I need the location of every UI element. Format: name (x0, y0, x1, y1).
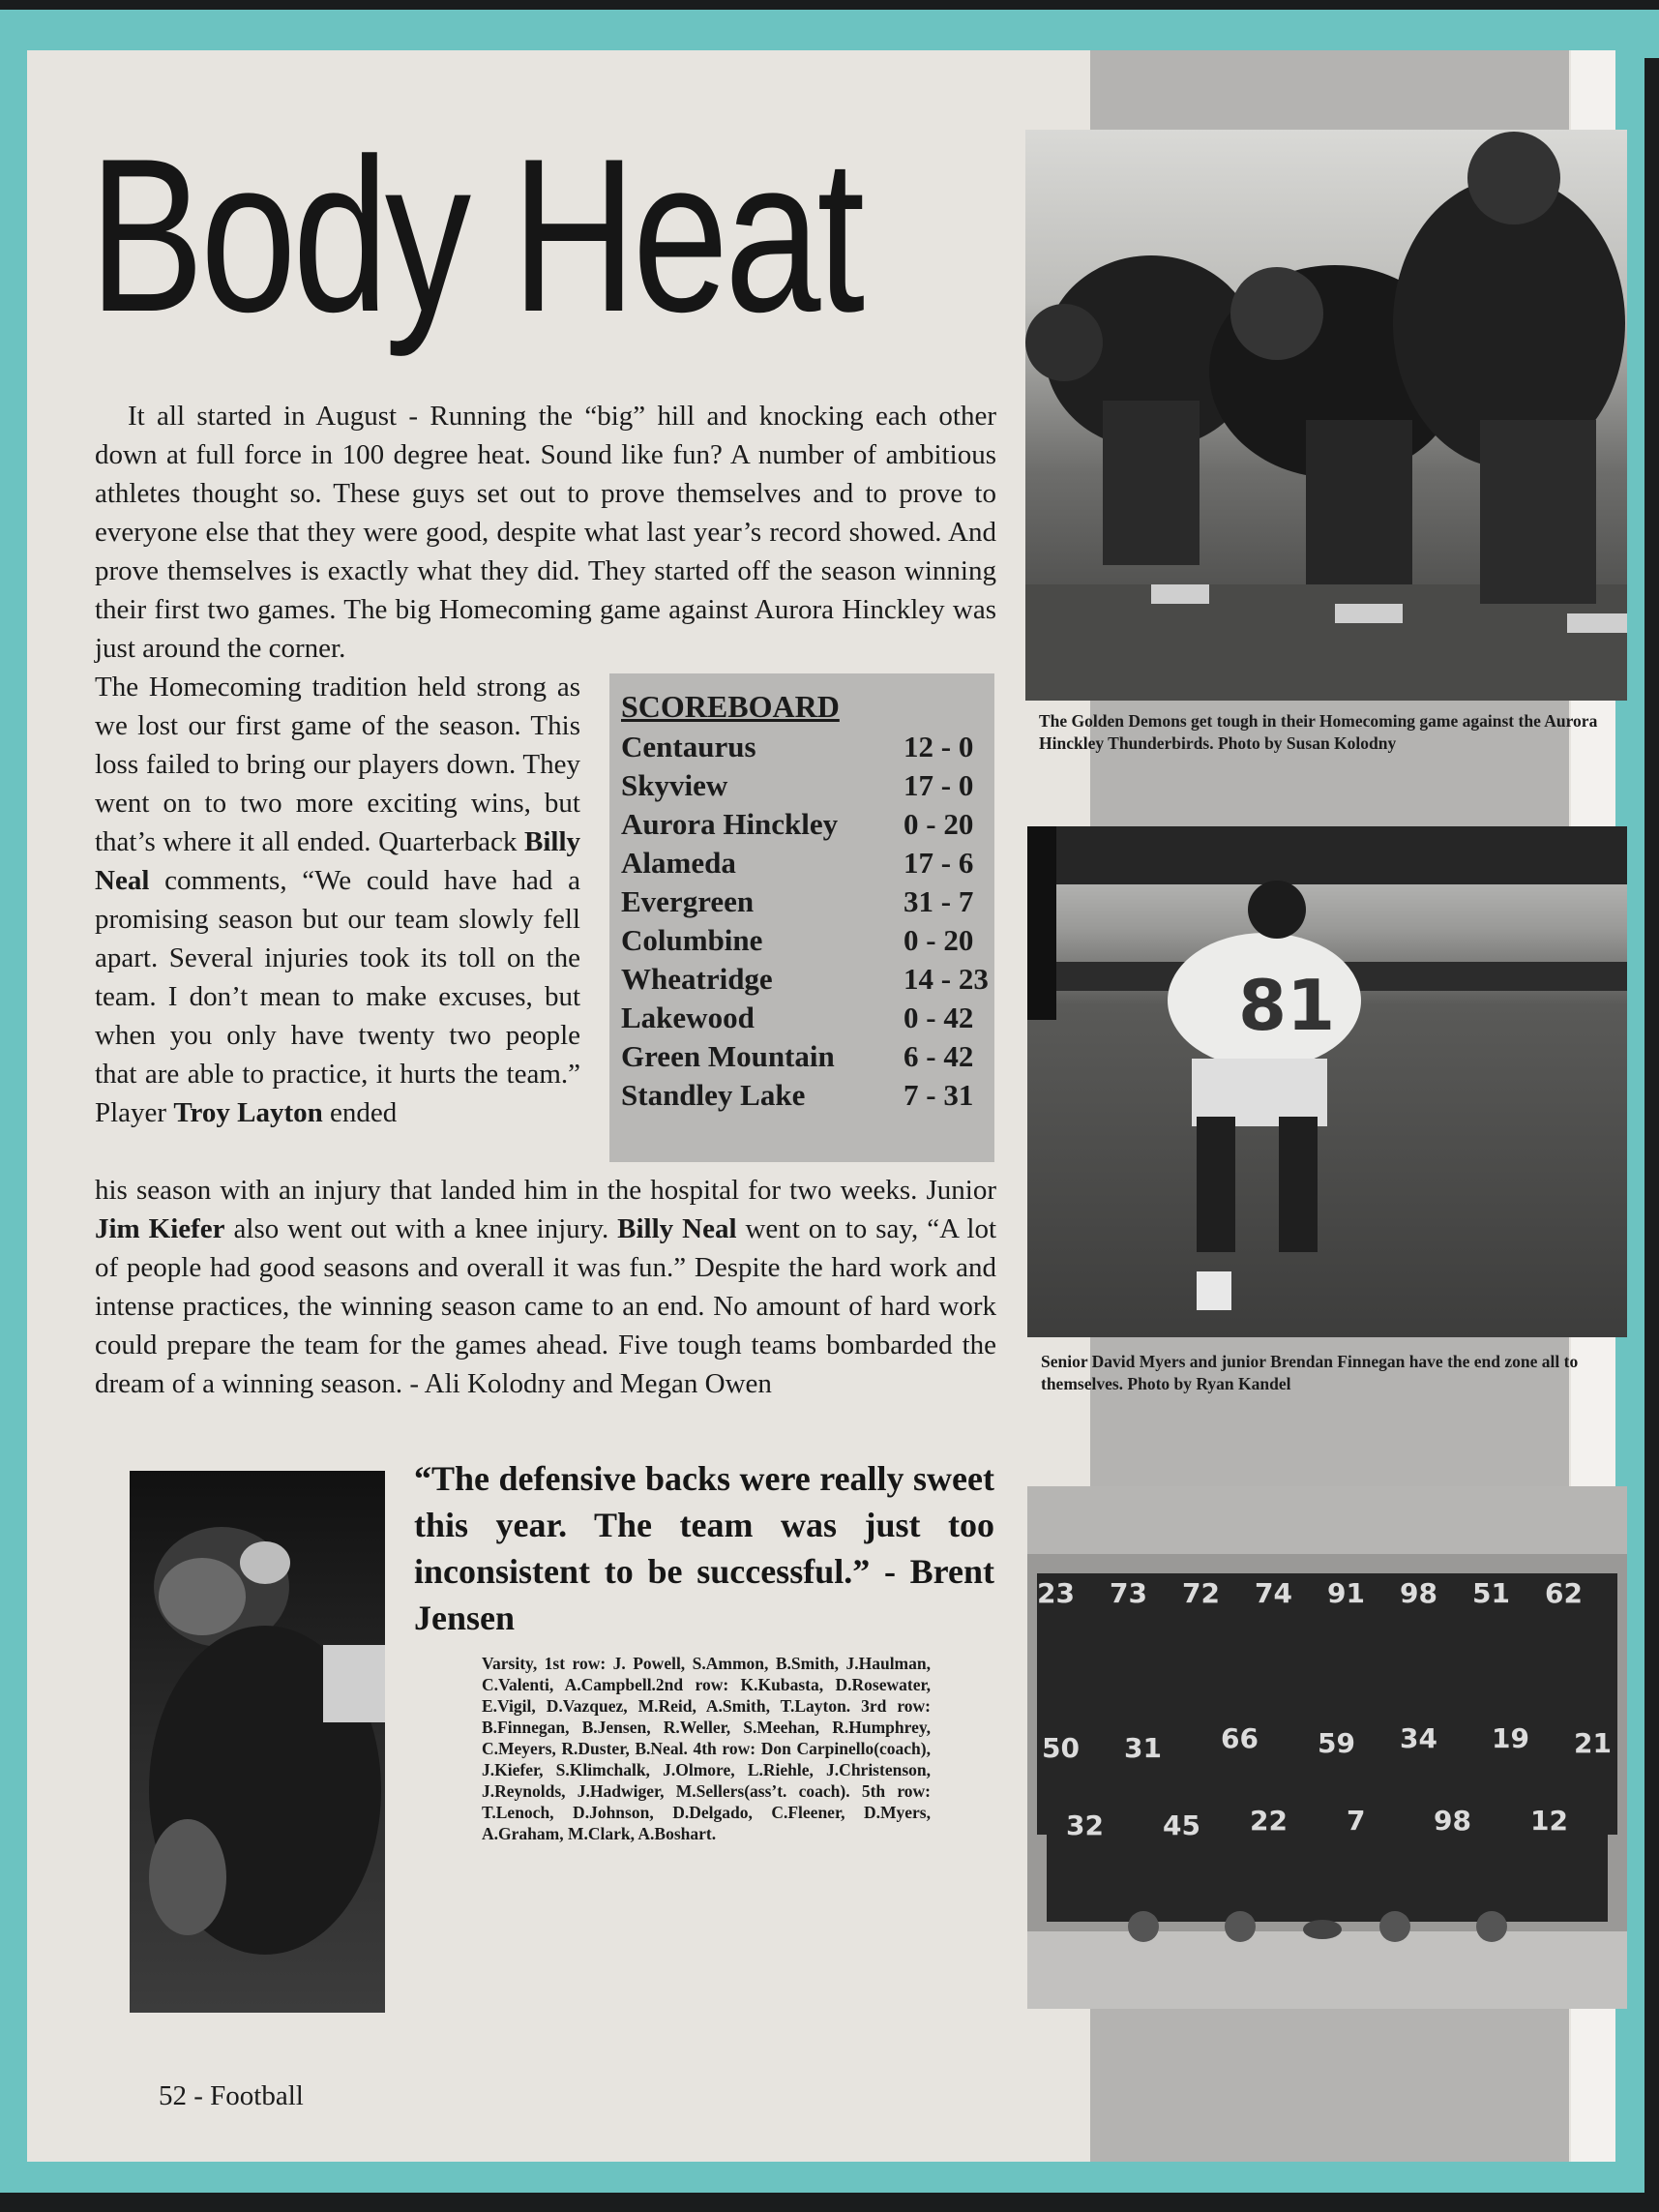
name-troy-layton: Troy Layton (173, 1097, 323, 1128)
scoreboard-row (621, 807, 989, 846)
scoreboard-row (621, 1078, 989, 1117)
jersey-number: 50 (1042, 1732, 1080, 1764)
team-roster-caption: Varsity, 1st row: J. Powell, S.Ammon, B.Smith, J.Haulman, C.Valenti, A.Campbell.2nd row: K.Kubasta, D.Rosewater, E.Vigil, D.Vazquez, M.Reid, A.Smith, T.Layton. 3rd row: B.Finnegan, B.Jensen, R.Weller, S.Meehan, R.Humphrey, C.Meyers, R.Duster, B.Neal. 4th row: Don Carpinello(coach), J.Kiefer, S.Klimchalk, J.Olmore, L.Riehle, J.Christenson, J.Reynolds, J.Hadwiger, M.Sellers(ass’t. coach). 5th row: T.Lenoch, D.Johnson, D.Delgado, C.Fleener, D.Myers, A.Graham, M.Clark, A.Boshart. (482, 1654, 931, 1843)
scoreboard-row (621, 962, 989, 1001)
photo-linemen (1025, 130, 1627, 701)
jersey-number: 21 (1574, 1727, 1612, 1759)
scoreboard-score: 0 - 42 (904, 1001, 974, 1034)
scoreboard-team: Wheatridge (621, 962, 773, 996)
scoreboard-team: Standley Lake (621, 1078, 806, 1112)
scoreboard-row (621, 884, 989, 923)
jersey-number: 19 (1492, 1722, 1529, 1754)
scoreboard-score: 14 - 23 (904, 962, 989, 996)
photo-receiver (1027, 826, 1627, 1337)
photo-player-portrait (130, 1471, 385, 2013)
scoreboard-team: Green Mountain (621, 1039, 835, 1073)
jersey-number: 31 (1124, 1732, 1162, 1764)
scoreboard-team: Skyview (621, 768, 728, 802)
photo-linemen-caption: The Golden Demons get tough in their Homecoming game against the Aurora Hinckley Thunderbirds. Photo by Susan Kolodny (1039, 711, 1598, 753)
photo-team (1027, 1486, 1627, 2009)
jersey-number: 62 (1545, 1577, 1583, 1609)
scoreboard-title: SCOREBOARD (621, 689, 840, 724)
jersey-number: 66 (1221, 1722, 1259, 1754)
jersey-number: 7 (1347, 1805, 1366, 1837)
scoreboard-row (621, 1001, 989, 1039)
scoreboard-score: 17 - 0 (904, 768, 974, 802)
jersey-number: 98 (1400, 1577, 1437, 1609)
name-billy-neal: Billy Neal (617, 1213, 737, 1244)
scoreboard-team: Evergreen (621, 884, 755, 918)
pull-quote: “The defensive backs were really sweet this year. The team was just too inconsistent to be successful.” - Brent Jensen (414, 1459, 994, 1637)
scoreboard-row (621, 768, 989, 807)
jersey-number: 23 (1037, 1577, 1075, 1609)
jersey-number: 59 (1318, 1727, 1355, 1759)
photo-receiver-caption: Senior David Myers and junior Brendan Finnegan have the end zone all to themselves. Photo by Ryan Kandel (1041, 1352, 1579, 1393)
scoreboard-row (621, 1039, 989, 1078)
page-number: 52 - Football (159, 2080, 304, 2111)
jersey-number: 72 (1182, 1577, 1220, 1609)
jersey-number: 45 (1163, 1809, 1200, 1841)
jersey-number: 51 (1472, 1577, 1510, 1609)
jersey-number: 91 (1327, 1577, 1365, 1609)
scoreboard-team: Lakewood (621, 1001, 755, 1034)
scoreboard-row (621, 923, 989, 962)
jersey-number: 12 (1530, 1805, 1568, 1837)
article-paragraph-2: The Homecoming tradition held strong as we lost our first game of the season. This loss failed to bring our players down. They went on to two more exciting wins, but that’s where it all ended. Quarterback Billy Neal comments, “We could have had a promising season but our team slowly fell apart. Several injuries took its toll on the team. I don’t mean to make excuses, but when you only have twenty two people that are able to practice, it hurts the team.” Player Troy Layton ended (95, 672, 580, 1128)
name-billy-neal: Billy Neal (95, 826, 580, 896)
page-title: Body Heat (89, 112, 862, 357)
scoreboard-team: Columbine (621, 923, 763, 957)
scoreboard-team: Centaurus (621, 730, 756, 763)
article-paragraph-3: his season with an injury that landed him in the hospital for two weeks. Junior Jim Kiefer also went out with a knee injury. Billy Neal went on to say, “A lot of people had good seasons and overall it was fun.” Despite the hard work and intense practices, the winning season came to an end. No amount of hard work could prepare the team for the games ahead. Five tough teams bombarded the dream of a winning season. - Ali Kolodny and Megan Owen (95, 1175, 997, 1399)
scoreboard-team: Aurora Hinckley (621, 807, 839, 841)
jersey-number: 98 (1434, 1805, 1471, 1837)
article-paragraph-1: It all started in August - Running the “big” hill and knocking each other down at full force in 100 degree heat. Sound like fun? A number of ambitious athletes thought so. These guys set out to prove themselves and to prove to everyone else that they were good, despite what last year’s record showed. And prove themselves is exactly what they did. They started off the season winning their first two games. The big Homecoming game against Aurora Hinckley was just around the corner. (95, 401, 996, 664)
left-border (0, 10, 27, 2193)
scoreboard-score: 12 - 0 (904, 730, 974, 763)
jersey-number: 73 (1110, 1577, 1147, 1609)
scoreboard (609, 673, 994, 1162)
jersey-number: 32 (1066, 1809, 1104, 1841)
scoreboard-team: Alameda (621, 846, 736, 880)
scoreboard-score: 0 - 20 (904, 807, 974, 841)
scoreboard-score: 31 - 7 (904, 884, 974, 918)
jersey-number: 74 (1255, 1577, 1292, 1609)
jersey-number: 22 (1250, 1805, 1288, 1837)
scoreboard-score: 0 - 20 (904, 923, 974, 957)
scoreboard-score: 6 - 42 (904, 1039, 974, 1073)
jersey-number: 81 (1238, 965, 1336, 1046)
jersey-number: 34 (1400, 1722, 1437, 1754)
scoreboard-row (621, 730, 989, 768)
scoreboard-row (621, 846, 989, 884)
name-jim-kiefer: Jim Kiefer (95, 1213, 225, 1244)
scoreboard-score: 7 - 31 (904, 1078, 974, 1112)
scoreboard-score: 17 - 6 (904, 846, 974, 880)
